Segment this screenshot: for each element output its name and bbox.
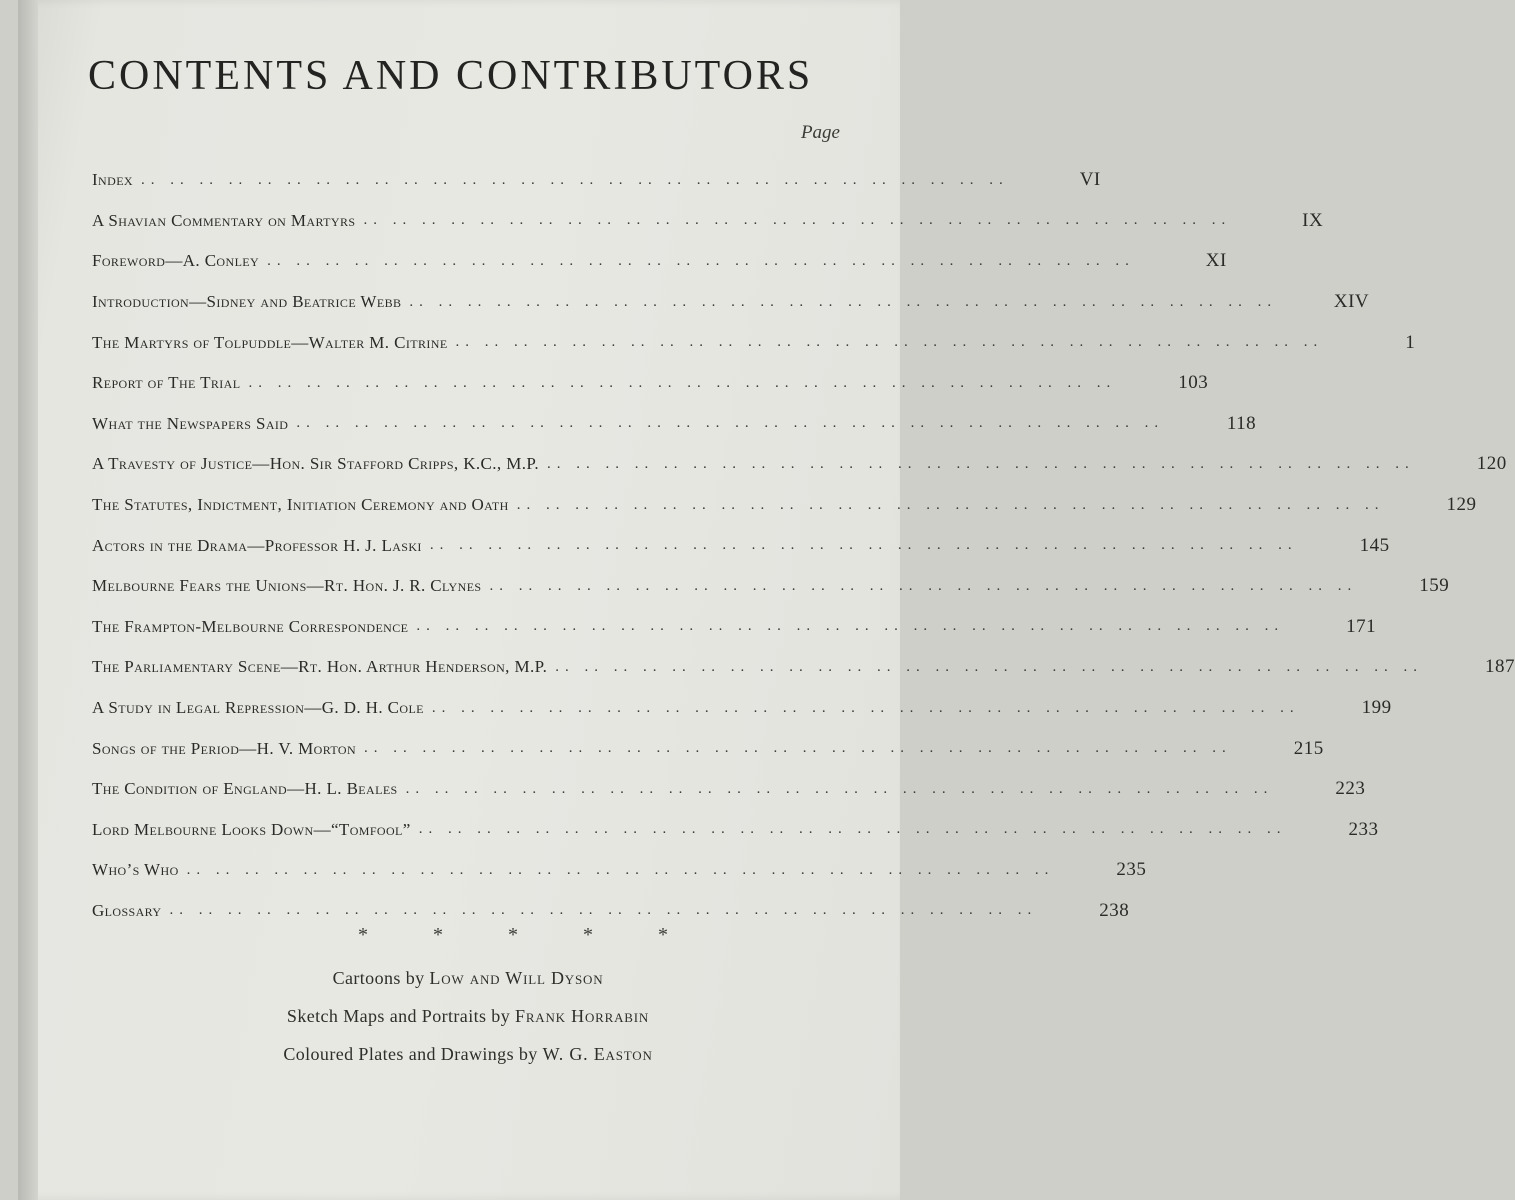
toc-entry-title: A Study in Legal Repression—G. D. H. Cole xyxy=(92,698,424,718)
toc-entry-page: 118 xyxy=(1226,412,1257,434)
dot-leader: .. .. .. .. .. .. .. .. .. .. .. .. .. .. .. .. .. .. .. .. .. .. .. .. .. .. .. .. .. .. xyxy=(409,293,1278,310)
credit-maps xyxy=(18,1006,918,1027)
toc-entry-page: 1 xyxy=(1405,331,1416,353)
toc-entry-title: The Martyrs of Tolpuddle—Walter M. Citrine xyxy=(92,332,448,352)
toc-entry-title: Songs of the Period—H. V. Morton xyxy=(92,738,357,758)
dot-leader: .. .. .. .. .. .. .. .. .. .. .. .. .. .. .. .. .. .. .. .. .. .. .. .. .. .. .. .. .. .. xyxy=(248,374,1117,391)
toc-entry-page: XI xyxy=(1205,250,1227,272)
toc-entry-title: Introduction—Sidney and Beatrice Webb xyxy=(92,292,402,312)
toc-entry xyxy=(92,404,1257,445)
toc-entry xyxy=(92,363,1209,404)
toc-entry xyxy=(92,201,1324,242)
toc-entry xyxy=(92,728,1324,769)
toc-entry-title: Melbourne Fears the Unions—Rt. Hon. J. R. Clynes xyxy=(92,576,482,596)
credit-names: Low and Will Dyson xyxy=(429,968,604,988)
dot-leader: .. .. .. .. .. .. .. .. .. .. .. .. .. .. .. .. .. .. .. .. .. .. .. .. .. .. .. .. .. .. xyxy=(555,658,1424,675)
toc-entry-title: What the Newspapers Said xyxy=(92,413,289,433)
toc-entry-title: Actors in the Drama—Professor H. J. Laski xyxy=(92,535,422,555)
dot-leader: .. .. .. .. .. .. .. .. .. .. .. .. .. .. .. .. .. .. .. .. .. .. .. .. .. .. .. .. .. .. xyxy=(186,861,1055,878)
toc-entry-title: The Condition of England—H. L. Beales xyxy=(92,779,398,799)
toc-entry xyxy=(92,525,1390,566)
toc-entry xyxy=(92,647,1515,688)
toc-entry-title: The Parliamentary Scene—Rt. Hon. Arthur Henderson, M.P. xyxy=(92,657,548,677)
toc-entry-page: 215 xyxy=(1293,737,1324,759)
dot-leader: .. .. .. .. .. .. .. .. .. .. .. .. .. .. .. .. .. .. .. .. .. .. .. .. .. .. .. .. .. .. xyxy=(405,780,1274,797)
credit-cartoons xyxy=(18,968,918,989)
page-column-label: Page xyxy=(800,122,840,143)
toc-entry xyxy=(92,810,1379,851)
toc-entry-title: Who’s Who xyxy=(92,860,179,880)
dot-leader: .. .. .. .. .. .. .. .. .. .. .. .. .. .. .. .. .. .. .. .. .. .. .. .. .. .. .. .. .. .. xyxy=(416,618,1285,635)
dot-leader: .. .. .. .. .. .. .. .. .. .. .. .. .. .. .. .. .. .. .. .. .. .. .. .. .. .. .. .. .. .. xyxy=(364,740,1232,757)
credit-plates xyxy=(18,1044,918,1065)
toc-entry-page: IX xyxy=(1302,209,1324,231)
toc-entry-page: 171 xyxy=(1346,615,1377,637)
toc-entry xyxy=(92,241,1227,282)
toc-entry xyxy=(92,322,1416,363)
dot-leader: .. .. .. .. .. .. .. .. .. .. .. .. .. .. .. .. .. .. .. .. .. .. .. .. .. .. .. .. .. .. xyxy=(296,415,1165,432)
toc-entry-page: 187 xyxy=(1485,656,1515,678)
dot-leader: .. .. .. .. .. .. .. .. .. .. .. .. .. .. .. .. .. .. .. .. .. .. .. .. .. .. .. .. .. .. xyxy=(141,171,1009,188)
toc-entry xyxy=(92,444,1507,485)
toc-entry-title: The Frampton-Melbourne Correspondence xyxy=(92,616,409,636)
toc-entry-title: Lord Melbourne Looks Down—“Tomfool” xyxy=(92,819,411,839)
dot-leader: .. .. .. .. .. .. .. .. .. .. .. .. .. .. .. .. .. .. .. .. .. .. .. .. .. .. .. .. .. .. xyxy=(267,252,1135,269)
page-title: CONTENTS AND CONTRIBUTORS xyxy=(88,53,814,99)
credit-names: W. G. Easton xyxy=(542,1044,653,1064)
dot-leader: .. .. .. .. .. .. .. .. .. .. .. .. .. .. .. .. .. .. .. .. .. .. .. .. .. .. .. .. .. .. xyxy=(547,455,1415,472)
toc-entry-title: A Travesty of Justice—Hon. Sir Stafford Cripps, K.C., M.P. xyxy=(92,454,540,474)
toc-entry-title: Index xyxy=(92,170,133,190)
toc-entry-page: XIV xyxy=(1333,291,1370,313)
section-separator: * * * * * xyxy=(358,924,698,946)
toc-entry-page: 129 xyxy=(1446,494,1477,516)
toc-entry xyxy=(92,566,1450,607)
toc-entry-title: Report of The Trial xyxy=(92,373,241,393)
toc-entry-title: A Shavian Commentary on Martyrs xyxy=(92,210,356,230)
toc-entry-page: 233 xyxy=(1348,818,1379,840)
toc-entry-title: Glossary xyxy=(92,900,162,920)
toc-entry xyxy=(92,485,1477,526)
toc-entry-page: 103 xyxy=(1178,372,1209,394)
dot-leader: .. .. .. .. .. .. .. .. .. .. .. .. .. .. .. .. .. .. .. .. .. .. .. .. .. .. .. .. .. .. xyxy=(489,577,1358,594)
toc-entry xyxy=(92,769,1366,810)
toc-entry xyxy=(92,160,1101,201)
credit-names: Frank Horrabin xyxy=(515,1006,650,1026)
toc-entry-page: 159 xyxy=(1419,575,1450,597)
toc-entry xyxy=(92,607,1377,648)
credit-prefix: Cartoons by xyxy=(332,968,425,988)
toc-entry xyxy=(92,282,1370,323)
toc-entry-page: 145 xyxy=(1359,534,1390,556)
credit-prefix: Coloured Plates and Drawings by xyxy=(283,1044,538,1064)
dot-leader: .. .. .. .. .. .. .. .. .. .. .. .. .. .. .. .. .. .. .. .. .. .. .. .. .. .. .. .. .. .. xyxy=(363,212,1232,229)
toc-entry-title: The Statutes, Indictment, Initiation Ceremony and Oath xyxy=(92,495,509,515)
credit-prefix: Sketch Maps and Portraits by xyxy=(286,1006,511,1026)
toc-entry-page: 199 xyxy=(1361,697,1392,719)
toc-entry-page: VI xyxy=(1079,169,1101,191)
toc-entry-title: Foreword—A. Conley xyxy=(92,251,260,271)
dot-leader: .. .. .. .. .. .. .. .. .. .. .. .. .. .. .. .. .. .. .. .. .. .. .. .. .. .. .. .. .. .. xyxy=(169,902,1038,919)
toc-entry xyxy=(92,850,1147,891)
toc-entry-page: 238 xyxy=(1099,899,1130,921)
dot-leader: .. .. .. .. .. .. .. .. .. .. .. .. .. .. .. .. .. .. .. .. .. .. .. .. .. .. .. .. .. .. xyxy=(431,699,1300,716)
book-page xyxy=(18,0,1515,1200)
toc-entry xyxy=(92,688,1392,729)
toc-entry-page: 235 xyxy=(1116,859,1147,881)
dot-leader: .. .. .. .. .. .. .. .. .. .. .. .. .. .. .. .. .. .. .. .. .. .. .. .. .. .. .. .. .. .. xyxy=(418,821,1287,838)
dot-leader: .. .. .. .. .. .. .. .. .. .. .. .. .. .. .. .. .. .. .. .. .. .. .. .. .. .. .. .. .. .. xyxy=(455,334,1324,351)
toc-entry-page: 120 xyxy=(1476,453,1507,475)
dot-leader: .. .. .. .. .. .. .. .. .. .. .. .. .. .. .. .. .. .. .. .. .. .. .. .. .. .. .. .. .. .. xyxy=(516,496,1385,513)
table-of-contents xyxy=(92,160,1515,931)
dot-leader: .. .. .. .. .. .. .. .. .. .. .. .. .. .. .. .. .. .. .. .. .. .. .. .. .. .. .. .. .. .. xyxy=(429,537,1298,554)
toc-entry-page: 223 xyxy=(1335,778,1366,800)
